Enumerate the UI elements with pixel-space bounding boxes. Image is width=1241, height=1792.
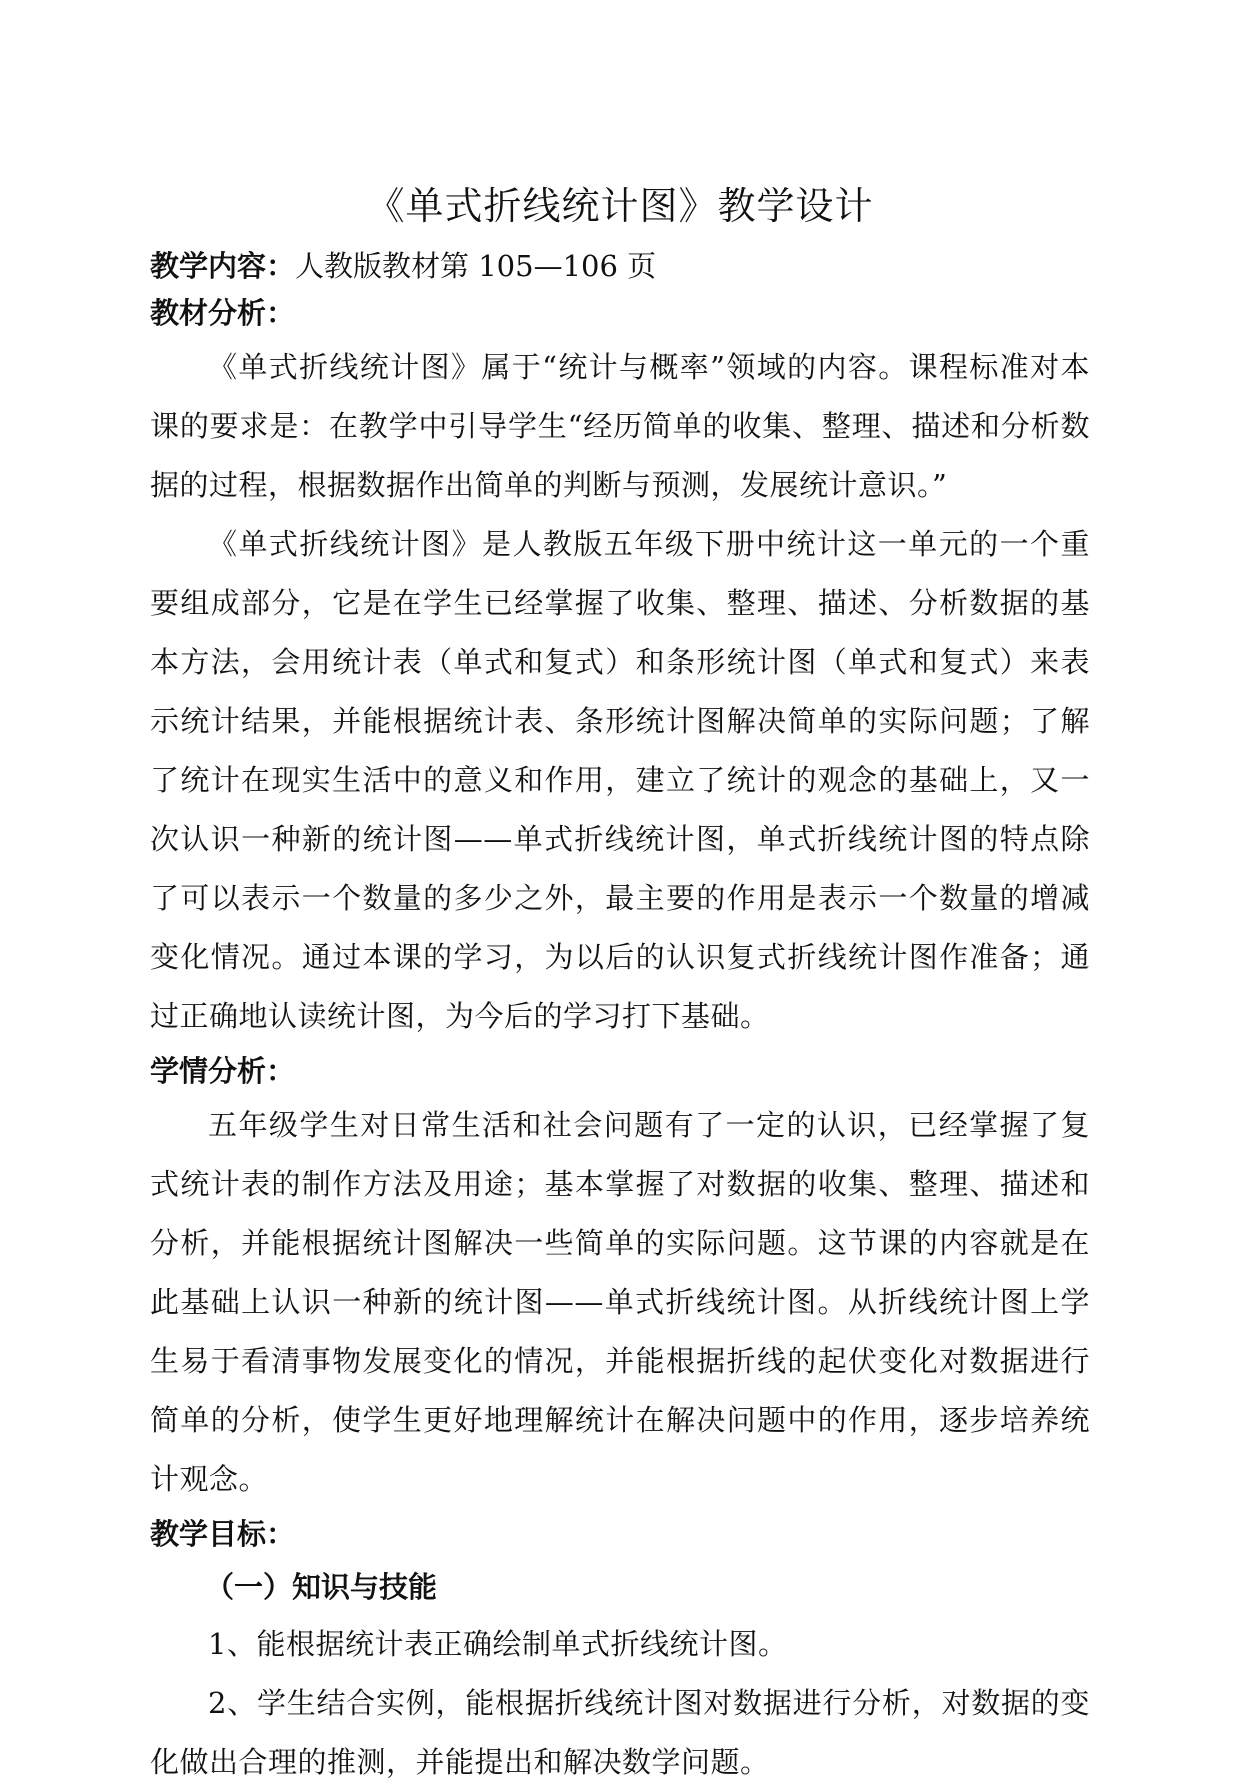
teaching-content-label: 教学内容：	[150, 249, 296, 283]
teaching-content-line	[150, 244, 1090, 288]
objective-item-1: 1、能根据统计表正确绘制单式折线统计图。	[208, 1627, 788, 1661]
objective-item-2: 2、学生结合实例，能根据折线统计图对数据进行分析，对数据的变化做出合理的推测，并能提出和解决数学问题。	[150, 1686, 1090, 1779]
student-analysis-paragraph: 五年级学生对日常生活和社会问题有了一定的认识，已经掌握了复式统计表的制作方法及用途；基本掌握了对数据的收集、整理、描述和分析，并能根据统计图解决一些简单的实际问题。这节课的内容就是在此基础上认识一种新的统计图——单式折线统计图。从折线统计图上学生易于看清事物发展变化的情况，并能根据折线的起伏变化对数据进行简单的分析，使学生更好地理解统计在解决问题中的作用，逐步培养统计观念。	[150, 1108, 1090, 1496]
document-title: 《单式折线统计图》教学设计	[366, 184, 874, 228]
document-page	[150, 178, 1090, 1792]
teaching-objectives-heading: 教学目标：	[150, 1517, 296, 1551]
material-analysis-heading: 教材分析：	[150, 296, 296, 330]
student-analysis-heading: 学情分析：	[150, 1054, 296, 1088]
material-analysis-paragraph-1: 《单式折线统计图》属于“统计与概率”领域的内容。课程标准对本课的要求是：在教学中引导学生“经历简单的收集、整理、描述和分析数据的过程，根据数据作出简单的判断与预测，发展统计意识。”	[150, 350, 1090, 502]
teaching-content-value: 人教版教材第 105—106 页	[295, 249, 657, 283]
knowledge-skills-heading: （一）知识与技能	[205, 1570, 438, 1604]
material-analysis-paragraph-2: 《单式折线统计图》是人教版五年级下册中统计这一单元的一个重要组成部分，它是在学生已经掌握了收集、整理、描述、分析数据的基本方法，会用统计表（单式和复式）和条形统计图（单式和复式）来表示统计结果，并能根据统计表、条形统计图解决简单的实际问题；了解了统计在现实生活中的意义和作用，建立了统计的观念的基础上，又一次认识一种新的统计图——单式折线统计图，单式折线统计图的特点除了可以表示一个数量的多少之外，最主要的作用是表示一个数量的增减变化情况。通过本课的学习，为以后的认识复式折线统计图作准备；通过正确地认读统计图，为今后的学习打下基础。	[150, 527, 1090, 1033]
